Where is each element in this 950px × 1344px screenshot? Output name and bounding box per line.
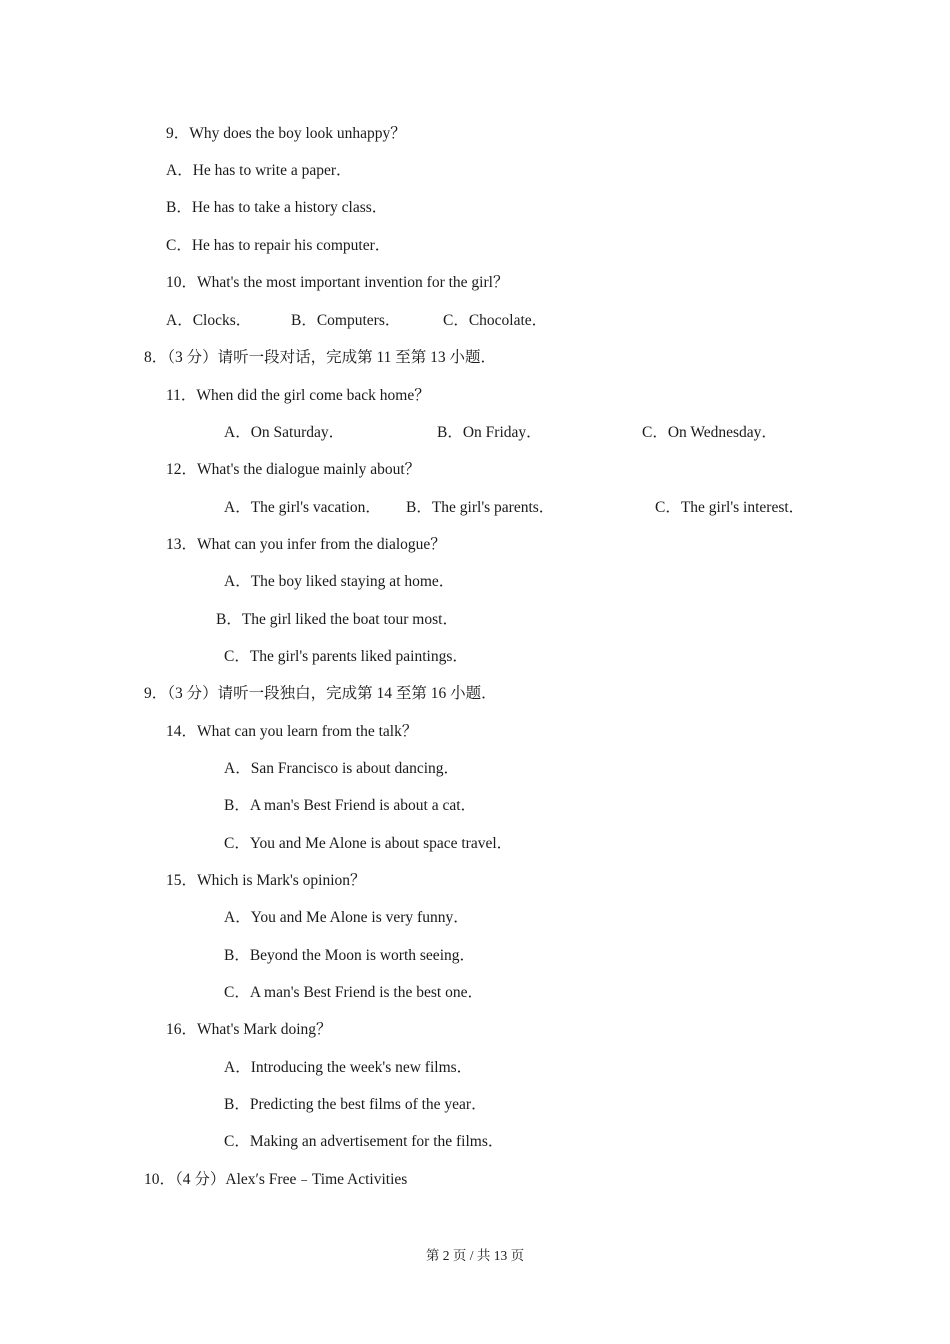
question-10-option-c: C．Chocolate． [443,312,548,329]
question-15-option-a: A．You and Me Alone is very funny． [224,909,469,926]
question-13: 13．What can you infer from the dialogue？ [166,536,446,553]
question-10: 10．What's the most important invention for the girl？ [166,274,509,291]
question-16-option-c: C．Making an advertisement for the films． [224,1133,504,1150]
question-12-option-b: B．The girl's parents． [406,499,555,516]
question-16-option-b: B．Predicting the best films of the year． [224,1096,487,1113]
question-16-option-a: A．Introducing the week's new films． [224,1059,473,1076]
question-10-option-a: A．Clocks． [166,312,252,329]
section-9-heading: 9．（3 分）请听一段独白，完成第 14 至第 16 小题． [144,685,497,702]
question-9-option-a: A．He has to write a paper． [166,162,352,179]
question-11-option-a: A．On Saturday． [224,424,345,441]
question-16: 16．What's Mark doing？ [166,1021,332,1038]
question-12-option-a: A．The girl's vacation． [224,499,381,516]
question-15-option-c: C．A man's Best Friend is the best one． [224,984,483,1001]
question-13-option-c: C．The girl's parents liked paintings． [224,648,468,665]
question-13-option-a: A．The boy liked staying at home． [224,573,455,590]
question-14: 14．What can you learn from the talk？ [166,723,418,740]
question-11-option-c: C．On Wednesday． [642,424,777,441]
question-9: 9．Why does the boy look unhappy？ [166,125,406,142]
question-9-option-b: B．He has to take a history class． [166,199,388,216]
question-15: 15．Which is Mark's opinion？ [166,872,366,889]
question-11: 11．When did the girl come back home？ [166,387,430,404]
question-14-option-b: B．A man's Best Friend is about a cat． [224,797,477,814]
question-11-option-b: B．On Friday． [437,424,542,441]
section-8-heading: 8．（3 分）请听一段对话，完成第 11 至第 13 小题． [144,349,497,366]
question-9-option-c: C．He has to repair his computer． [166,237,391,254]
question-15-option-b: B．Beyond the Moon is worth seeing． [224,947,475,964]
question-12: 12．What's the dialogue mainly about？ [166,461,421,478]
section-10-heading: 10．（4 分）Alex′s Free﹣Time Activities [144,1171,408,1188]
question-12-option-c: C．The girl's interest． [655,499,805,516]
question-14-option-a: A．San Francisco is about dancing． [224,760,460,777]
question-10-option-b: B．Computers． [291,312,401,329]
question-13-option-b: B．The girl liked the boat tour most． [216,611,458,628]
page-footer: 第 2 页 / 共 13 页 [425,1248,525,1263]
question-14-option-c: C．You and Me Alone is about space travel． [224,835,513,852]
